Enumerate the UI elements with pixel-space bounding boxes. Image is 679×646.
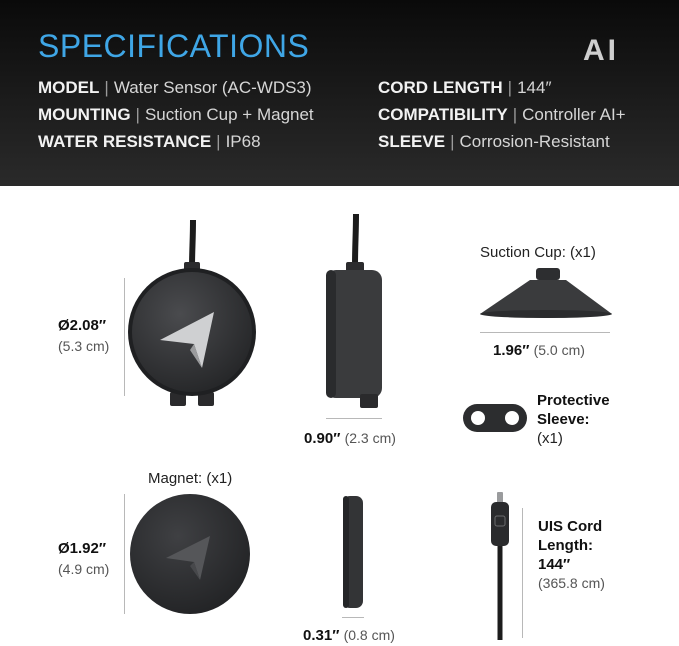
magnet-diameter-dimension-line	[124, 494, 125, 614]
cord-label-1: UIS Cord	[538, 518, 603, 535]
protective-sleeve-image	[462, 402, 528, 434]
sensor-diameter-cm: (5.3 cm)	[58, 338, 110, 354]
spec-header	[0, 0, 679, 186]
magnet-depth-dimension-line	[342, 617, 364, 618]
page-title: SPECIFICATIONS	[38, 28, 310, 64]
water-sensor-side-image	[318, 214, 388, 414]
water-sensor-front-image	[130, 220, 250, 420]
spec-water-resistance: WATER RESISTANCE | IP68	[38, 132, 261, 151]
protective-sleeve-label-3: (x1)	[537, 430, 563, 447]
cord-label-2: Length:	[538, 537, 593, 554]
suction-cup-image	[478, 266, 614, 322]
cord-label-4: (365.8 cm)	[538, 575, 605, 591]
spec-mounting: MOUNTING | Suction Cup + Magnet	[38, 105, 314, 124]
sensor-diameter-label: Ø2.08″	[58, 317, 107, 334]
suction-cup-dimension-line	[480, 332, 610, 333]
spec-compatibility: COMPATIBILITY | Controller AI+	[378, 105, 626, 124]
magnet-diameter-cm: (4.9 cm)	[58, 561, 110, 577]
cord-length-dimension-line	[522, 508, 523, 638]
cord-label-3: 144″	[538, 556, 571, 573]
magnet-front-image	[130, 494, 250, 614]
spec-sleeve: SLEEVE | Corrosion-Resistant	[378, 132, 610, 151]
sensor-depth-label: 0.90″ (2.3 cm)	[304, 430, 396, 447]
spec-cord-length: CORD LENGTH | 144″	[378, 78, 552, 97]
sensor-depth-dimension-line	[326, 418, 382, 419]
magnet-depth-label: 0.31″ (0.8 cm)	[303, 627, 395, 644]
uis-cord-image	[486, 490, 516, 640]
magnet-title: Magnet: (x1)	[148, 470, 233, 487]
spec-model: MODEL | Water Sensor (AC-WDS3)	[38, 78, 312, 97]
magnet-side-image	[342, 496, 364, 608]
protective-sleeve-label-2: Sleeve:	[537, 411, 590, 428]
protective-sleeve-label-1: Protective	[537, 392, 610, 409]
sensor-diameter-dimension-line	[124, 278, 125, 396]
suction-cup-width-label: 1.96″ (5.0 cm)	[493, 342, 585, 359]
magnet-diameter-label: Ø1.92″	[58, 540, 107, 557]
suction-cup-title: Suction Cup: (x1)	[480, 244, 596, 261]
brand-logo: AI	[583, 34, 619, 67]
